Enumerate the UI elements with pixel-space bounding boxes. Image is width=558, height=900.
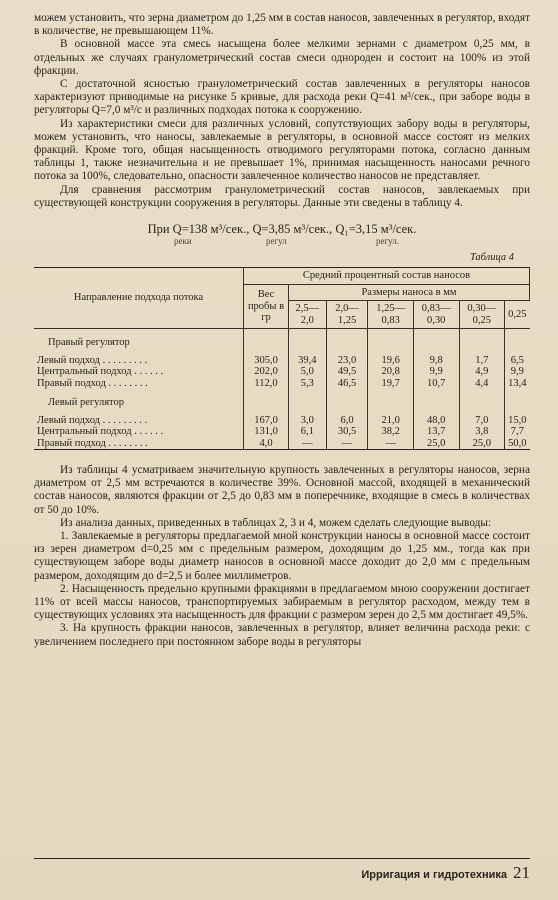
cell: 202,0	[244, 366, 289, 378]
group-title: Правый регулятор	[48, 337, 130, 349]
formula-subscript: регул	[266, 236, 287, 247]
size-header: 2,5—2,0	[289, 301, 327, 329]
cell: 3,0	[289, 415, 327, 427]
cell: 46,5	[326, 378, 368, 390]
table-caption: Таблица 4	[469, 252, 514, 264]
table-row	[34, 378, 530, 390]
table-row	[34, 366, 530, 378]
cell: 7,0	[459, 415, 505, 427]
table-row	[34, 426, 530, 438]
row-label: Левый подход . . . . . . . . .	[37, 354, 148, 366]
cell: —	[289, 438, 327, 450]
cell: —	[368, 438, 414, 450]
cell: 19,6	[368, 355, 414, 367]
paragraph: можем установить, что зерна диаметром до 1,25 мм в состав наносов, завлеченных в регулятор, входят в количестве, не превышающем 11%.	[34, 12, 530, 38]
cell: 20,8	[368, 366, 414, 378]
paragraph: 3. На крупность фракции наносов, завлеченных в регулятор, влияет величина расхода реки: с увеличением последнего при постоянном заборе воды в регуляторы	[34, 622, 530, 648]
paragraph: Для сравнения рассмотрим гранулометрический состав наносов, завлекаемых при существующей конструкции сооружения в регуляторы. Данные эти сведены в таблицу 4.	[34, 183, 530, 209]
paragraph: 1. Завлекаемые в регуляторы предлагаемой мной конструкции наносы в основной массе состоит из зерен диаметром d=0,25 мм с предельным размером, доходящим до 1,25 мм., тогда как при существующем заборе воды диаметр наносов в основной массе доходит до 2,0 мм с предельным размером, доходящим до d=2,5 и более миллиметров.	[34, 530, 530, 582]
cell: 25,0	[413, 438, 459, 450]
paragraph: С достаточной ясностью гранулометрический состав завлеченных в регуляторы наносов характеризуют приводимые на рисунке 5 кривые, для расхода реки Q=41 м³/сек., при заборе воды в регуляторы Q=7,0 м³/с и различных подходах потока к сооружению.	[34, 78, 530, 117]
cell: 39,4	[289, 355, 327, 367]
group-title: Левый регулятор	[48, 397, 124, 409]
cell: 19,7	[368, 378, 414, 390]
cell: 4,9	[459, 366, 505, 378]
cell: 1,7	[459, 355, 505, 367]
cell: 6,0	[326, 415, 368, 427]
table-row	[34, 438, 530, 450]
table-row	[34, 355, 530, 367]
cell: 48,0	[413, 415, 459, 427]
cell: 4,4	[459, 378, 505, 390]
cell: 9,9	[413, 366, 459, 378]
cell: 23,0	[326, 355, 368, 367]
cell: 13,4	[505, 378, 530, 390]
cell: 4,0	[244, 438, 289, 450]
formula-subscript: регул.	[376, 236, 400, 247]
table-row	[34, 415, 530, 427]
paragraph: 2. Насыщенность предельно крупными фракциями в предлагаемом мною сооружении достигает 11% от всей массы наносов, транспортируемых забираемым в регулятор расходом, между тем в существующих условиях эта насыщенность для фракции с размером зерен до 2,5 мм достигает 49,5%.	[34, 582, 530, 622]
journal-title: Ирригация и гидротехника	[361, 869, 507, 881]
cell: 5,3	[289, 378, 327, 390]
cell: 167,0	[244, 415, 289, 427]
cell: —	[326, 438, 368, 450]
cell: 6,1	[289, 426, 327, 438]
page-footer	[34, 858, 530, 883]
cell: 305,0	[244, 355, 289, 367]
size-header: 2,0—1,25	[326, 301, 368, 329]
formula-subscript: реки	[174, 236, 192, 247]
row-label: Центральный подход . . . . . .	[37, 366, 164, 378]
paragraph: Из таблицы 4 усматриваем значительную крупность завлеченных в регуляторы наносов, зерна диаметром от 2,5 мм встречаются в количестве 39%. Основной массой, входящей в механический состав наносов, являются фракции от 2,5 до 0,83 мм в поперечнике, входящие в смесь в количествах от 50 до 10%.	[34, 464, 530, 516]
cell: 13,7	[413, 426, 459, 438]
cell: 3,8	[459, 426, 505, 438]
paragraph: В основной массе эта смесь насыщена более мелкими зернами с диаметром 0,25 мм, в отдельных же случаях гранулометрический состав смеси однороден и состоит на 100% из этой фракции.	[34, 38, 530, 77]
row-label: Левый подход . . . . . . . . .	[37, 414, 148, 426]
size-header: 0,25	[505, 301, 530, 329]
cell: 7,7	[505, 426, 530, 438]
formula-subscripts	[34, 236, 530, 248]
cell: 6,5	[505, 355, 530, 367]
cell: 131,0	[244, 426, 289, 438]
cell: 9,8	[413, 355, 459, 367]
formula: При Q=138 м³/сек., Q=3,85 м³/сек., Q₁=3,15 м³/сек.	[147, 222, 417, 237]
cell: 50,0	[505, 438, 530, 450]
cell: 10,7	[413, 378, 459, 390]
cell: 49,5	[326, 366, 368, 378]
row-label: Правый подход . . . . . . . .	[34, 438, 244, 450]
paragraph: Из анализа данных, приведенных в таблицах 2, 3 и 4, можем сделать следующие выводы:	[60, 516, 492, 529]
cell: 5,0	[289, 366, 327, 378]
size-header: 0,83—0,30	[413, 301, 459, 329]
cell: 38,2	[368, 426, 414, 438]
page-number: 21	[513, 863, 530, 882]
cell: 21,0	[368, 415, 414, 427]
cell: 112,0	[244, 378, 289, 390]
data-table	[34, 267, 530, 450]
cell: 9,9	[505, 366, 530, 378]
column-header-composition: Средний процентный состав наносов	[244, 268, 530, 285]
cell: 25,0	[459, 438, 505, 450]
size-header: 1,25—0,83	[368, 301, 414, 329]
column-header-weight: Вес пробы в гр	[244, 284, 289, 329]
paragraph: Из характеристики смеси для различных условий, сопутствующих забору воды в регуляторы, можем установить, что наносы, завлекаемые в регуляторы, в основной массе состоят из мелких фракций. Кроме того, общая насыщенность отводимого регуляторами потока, согласно данным таблицы 1, также незначительна и не превышает 1%, принимая насыщенность наносами речного потока за 100%, следовательно, опасности завлеченное количество наносов не представляет.	[34, 117, 530, 183]
column-header-sizes: Размеры наноса в мм	[289, 284, 530, 301]
size-header: 0,30—0,25	[459, 301, 505, 329]
cell: 30,5	[326, 426, 368, 438]
row-label: Центральный подход . . . . . .	[37, 426, 164, 438]
cell: 15,0	[505, 415, 530, 427]
row-label: Правый подход . . . . . . . .	[37, 377, 148, 389]
column-header-direction: Направление подхода потока	[34, 268, 244, 329]
